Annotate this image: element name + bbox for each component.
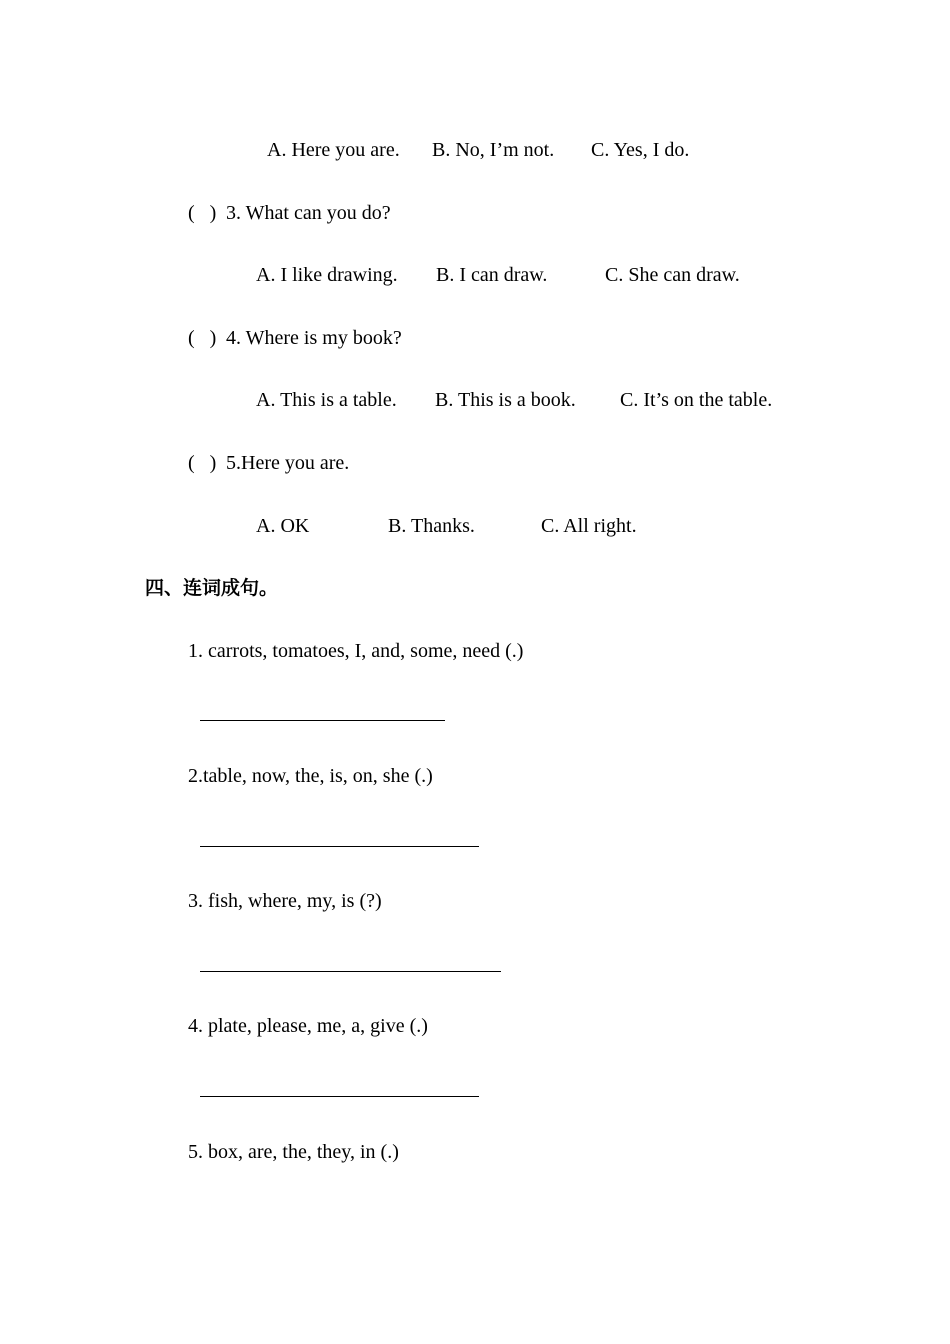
section-4-title: 四、连词成句。 — [145, 577, 279, 599]
answer-blank[interactable] — [200, 1096, 479, 1097]
answer-bracket[interactable]: ( ) — [188, 202, 217, 224]
answer-blank[interactable] — [200, 846, 479, 847]
q2-option-b: B. No, I’m not. — [432, 139, 555, 161]
sentence-words: 1. carrots, tomatoes, I, and, some, need (.) — [188, 640, 524, 662]
answer-blank[interactable] — [200, 971, 501, 972]
q4-option-c: C. It’s on the table. — [620, 389, 773, 411]
question-prompt: 5.Here you are. — [226, 452, 350, 474]
sentence-words: 5. box, are, the, they, in (.) — [188, 1141, 399, 1163]
answer-bracket[interactable]: ( ) — [188, 327, 217, 349]
q3-option-b: B. I can draw. — [436, 264, 548, 286]
question-prompt: 3. What can you do? — [226, 202, 391, 224]
answer-blank[interactable] — [200, 720, 445, 721]
answer-bracket[interactable]: ( ) — [188, 452, 217, 474]
q2-option-a: A. Here you are. — [267, 139, 400, 161]
sentence-words: 2.table, now, the, is, on, she (.) — [188, 765, 433, 787]
q3-option-a: A. I like drawing. — [256, 264, 398, 286]
sentence-words: 4. plate, please, me, a, give (.) — [188, 1015, 428, 1037]
q4-option-a: A. This is a table. — [256, 389, 397, 411]
question-prompt: 4. Where is my book? — [226, 327, 402, 349]
q4-option-b: B. This is a book. — [435, 389, 576, 411]
q5-option-c: C. All right. — [541, 515, 637, 537]
sentence-words: 3. fish, where, my, is (?) — [188, 890, 382, 912]
q5-option-a: A. OK — [256, 515, 310, 537]
q2-option-c: C. Yes, I do. — [591, 139, 690, 161]
q3-option-c: C. She can draw. — [605, 264, 740, 286]
q5-option-b: B. Thanks. — [388, 515, 475, 537]
